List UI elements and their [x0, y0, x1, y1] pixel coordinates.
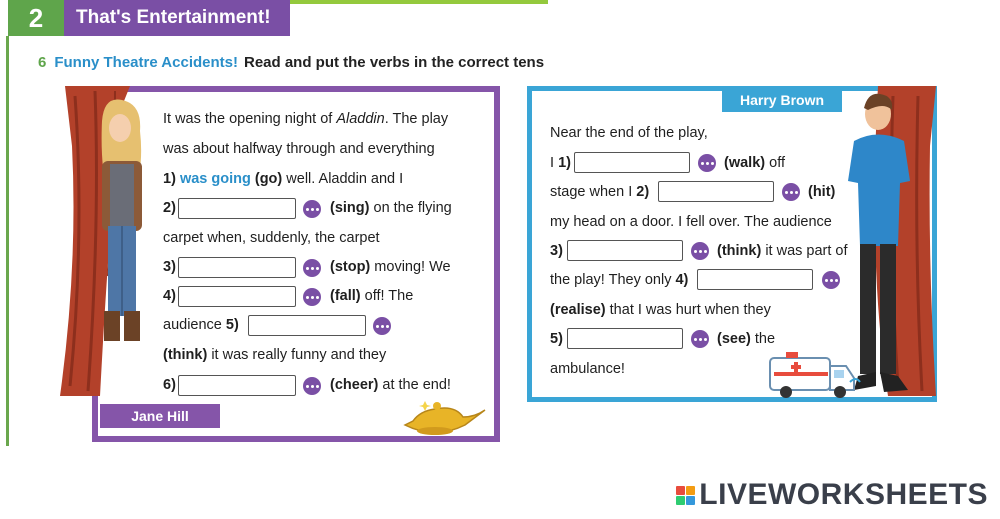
left-line-3 — [163, 170, 403, 188]
right-q3-number: 3) — [550, 243, 563, 259]
hint-more-icon[interactable] — [782, 183, 800, 201]
hint-more-icon[interactable] — [373, 317, 391, 335]
hint-more-icon[interactable] — [303, 259, 321, 277]
logo-text: LIVEWORKSHEETS — [699, 478, 988, 511]
task-heading — [38, 54, 544, 71]
right-q2-verb: (hit) — [808, 184, 836, 200]
right-line-1: Near the end of the play, — [550, 125, 708, 141]
right-q5-rest: (see) the — [717, 331, 776, 347]
left-q2-number: 2) — [163, 200, 176, 216]
example-number: 1) — [163, 171, 176, 187]
right-q4-label: the play! They only 4) — [550, 272, 689, 288]
left-line-1 — [163, 110, 448, 128]
hint-more-icon[interactable] — [691, 330, 709, 348]
play-title: Aladdin — [336, 111, 385, 127]
unit-number: 2 — [8, 0, 64, 36]
left-q4-number: 4) — [163, 288, 176, 304]
right-q3-rest: (think) it was part of — [717, 243, 848, 259]
left-q2-rest: (sing) on the flying — [330, 200, 452, 216]
right-line-9: ambulance! — [550, 361, 625, 377]
right-q5-number: 5) — [550, 331, 563, 347]
left-q3-number: 3) — [163, 259, 176, 275]
curtain-boy-illustration — [848, 86, 963, 406]
left-q2-answer-input[interactable] — [178, 198, 296, 219]
hint-more-icon[interactable] — [303, 200, 321, 218]
task-instruction: Read and put the verbs in the correct tens — [243, 54, 545, 71]
hint-more-icon[interactable] — [303, 288, 321, 306]
ambulance-icon — [766, 348, 862, 400]
right-q1-rest: (walk) off — [724, 155, 785, 171]
right-line-4: my head on a door. I fell over. The audience — [550, 214, 832, 230]
left-line-2: was about halfway through and everything — [163, 141, 435, 157]
jane-name-tag: Jane Hill — [100, 404, 220, 428]
left-q6-answer-input[interactable] — [178, 375, 296, 396]
side-rule — [6, 36, 9, 446]
left-q3-answer-input[interactable] — [178, 257, 296, 278]
left-q4-answer-input[interactable] — [178, 286, 296, 307]
left-line-3-rest: well. Aladdin and I — [286, 171, 404, 187]
right-q1-answer-input[interactable] — [574, 152, 690, 173]
task-title: Funny Theatre Accidents! — [54, 54, 238, 71]
right-q5-answer-input[interactable] — [567, 328, 683, 349]
magic-lamp-icon — [395, 395, 495, 440]
left-line-5: carpet when, suddenly, the carpet — [163, 230, 380, 246]
example-answer: was going — [179, 171, 251, 187]
right-q4-answer-input[interactable] — [697, 269, 813, 290]
hint-more-icon[interactable] — [698, 154, 716, 172]
left-q5-answer-input[interactable] — [248, 315, 366, 336]
right-q2-answer-input[interactable] — [658, 181, 774, 202]
left-line-1-end: . The play — [384, 111, 449, 127]
header-rule — [290, 0, 548, 4]
right-q1-label: I 1) — [550, 155, 571, 171]
hint-more-icon[interactable] — [303, 377, 321, 395]
right-q3-answer-input[interactable] — [567, 240, 683, 261]
hint-more-icon[interactable] — [691, 242, 709, 260]
liveworksheets-logo — [676, 478, 988, 512]
right-q2-label: stage when I 2) — [550, 184, 650, 200]
task-number: 6 — [38, 54, 47, 71]
left-q3-rest: (stop) moving! We — [330, 259, 451, 275]
left-q6-number: 6) — [163, 377, 176, 393]
logo-mark-icon — [676, 486, 695, 505]
unit-title: That's Entertainment! — [64, 0, 290, 36]
left-q4-rest: (fall) off! The — [330, 288, 414, 304]
hint-more-icon[interactable] — [822, 271, 840, 289]
left-q6-rest: (cheer) at the end! — [330, 377, 451, 393]
left-line-1-text: It was the opening night of — [163, 111, 333, 127]
left-q5-label: audience 5) — [163, 317, 239, 333]
harry-name-tag: Harry Brown — [722, 88, 842, 112]
example-verb: (go) — [254, 171, 283, 187]
curtain-girl-illustration — [60, 86, 160, 396]
left-line-9: (think) it was really funny and they — [163, 347, 387, 363]
right-line-7: (realise) that I was hurt when they — [550, 302, 771, 318]
